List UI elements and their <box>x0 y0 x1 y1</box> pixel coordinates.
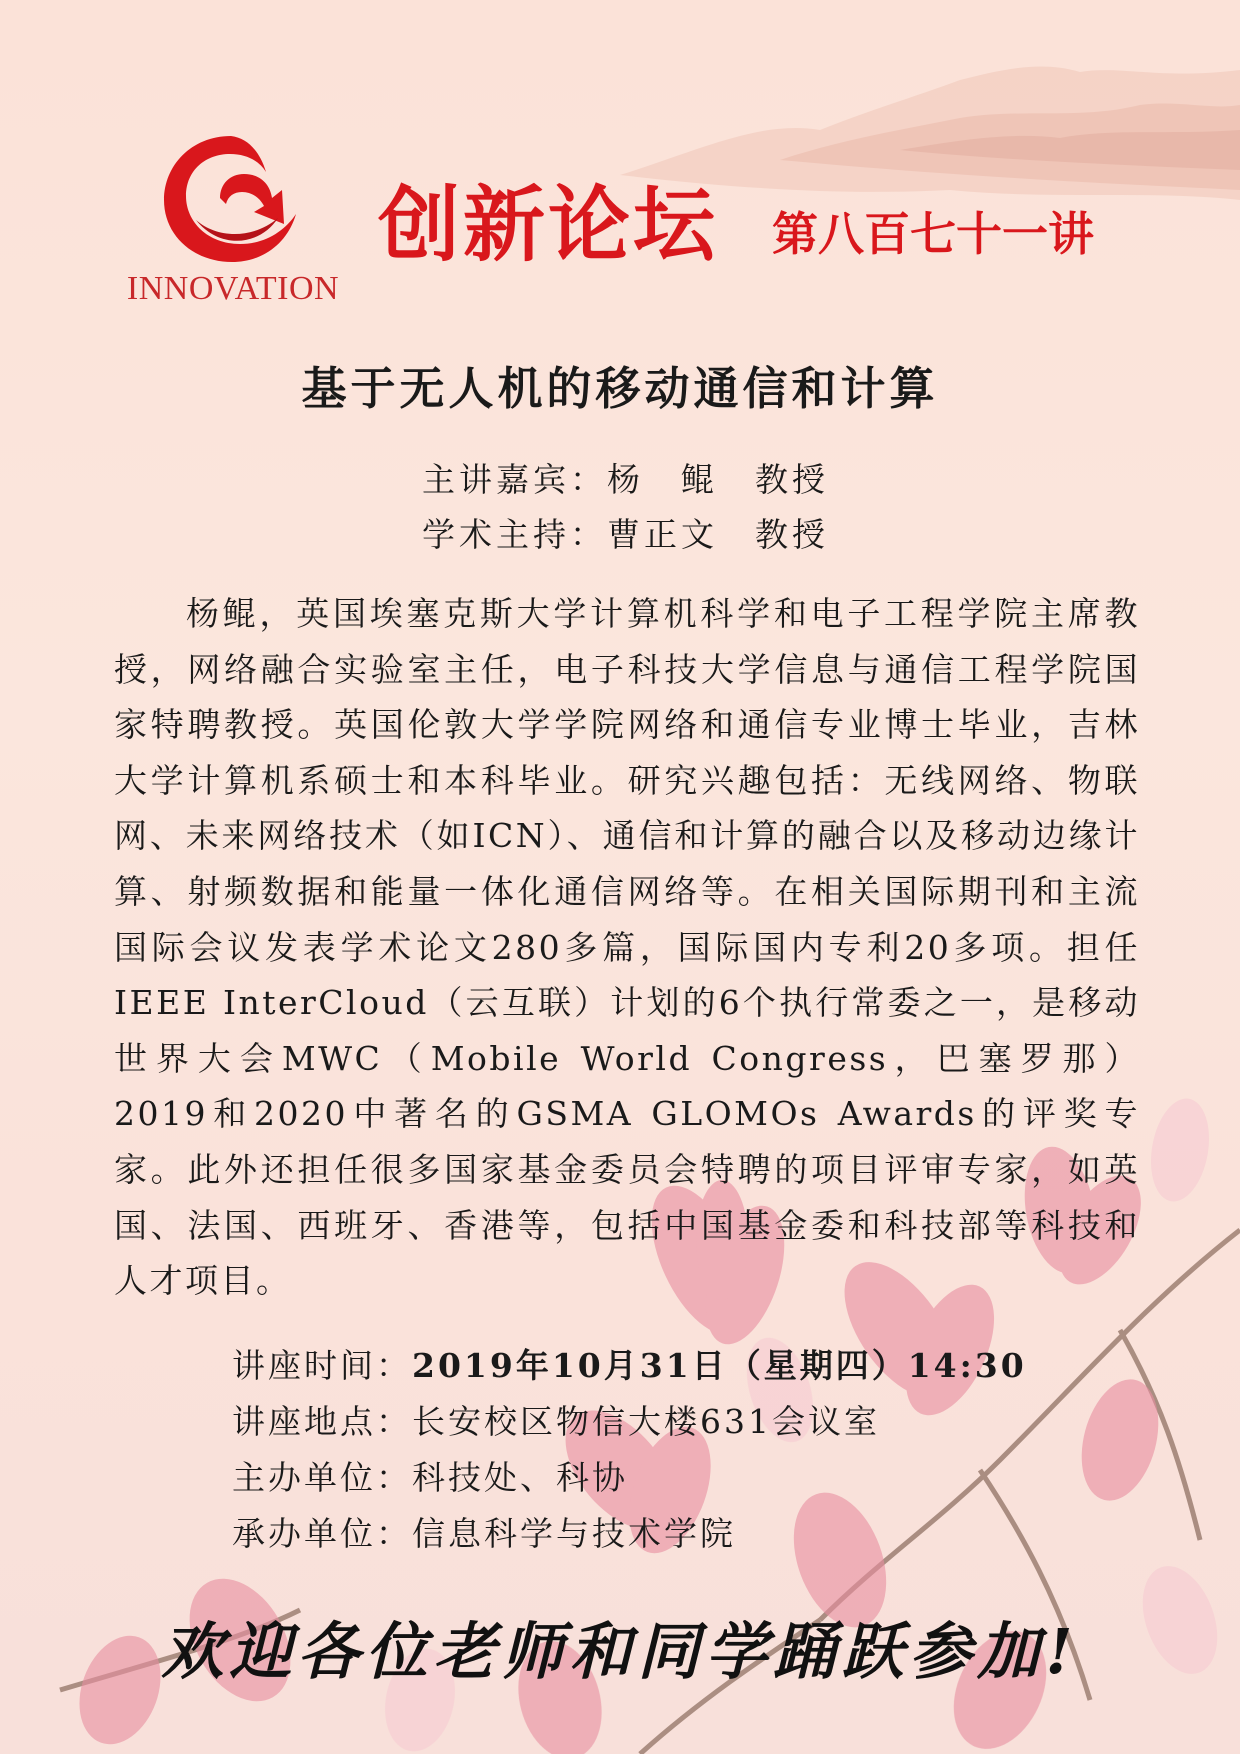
place-value: 长安校区物信大楼631会议室 <box>412 1402 880 1441</box>
time-value: 2019年10月31日（星期四）14:30 <box>412 1346 1027 1385</box>
speaker-row <box>422 454 829 501</box>
logo-text: INNOVATION <box>126 270 340 307</box>
swirl-logo-icon <box>156 128 306 268</box>
lecture-title: 基于无人机的移动通信和计算 <box>301 362 939 415</box>
host-org-value: 信息科学与技术学院 <box>412 1514 736 1553</box>
speaker-label: 主讲嘉宾： <box>422 460 607 499</box>
time-label: 讲座时间： <box>232 1346 412 1385</box>
organizer-label: 主办单位： <box>232 1458 412 1497</box>
speaker-bio: 杨鲲，英国埃塞克斯大学计算机科学和电子工程学院主席教授，网络融合实验室主任，电子科技大学信息与通信工程学院国家特聘教授。英国伦敦大学学院网络和通信专业博士毕业，吉林大学计算机系硕士和本科毕业。研究兴趣包括：无线网络、物联网、未来网络技术（如ICN）、通信和计算的融合以及移动边缘计算、射频数据和能量一体化通信网络等。在相关国际期刊和主流国际会议发表学术论文280多篇，国际国内专利20多项。担任IEEE InterCloud（云互联）计划的6个执行常委之一，是移动世界大会MWC（Mobile World Congress，巴塞罗那）2019和2020中著名的GSMA GLOMOs Awards的评奖专家。此外还担任很多国家基金委员会特聘的项目评审专家，如英国、法国、西班牙、香港等，包括中国基金委和科技部等科技和人才项目。 <box>114 594 1140 1301</box>
host-title: 教授 <box>755 515 829 554</box>
speaker-title: 教授 <box>755 460 829 499</box>
place-label: 讲座地点： <box>232 1402 412 1441</box>
host-org-label: 承办单位： <box>232 1514 412 1553</box>
lecture-time <box>232 1340 1027 1387</box>
host-label: 学术主持： <box>422 515 607 554</box>
organizer-value: 科技处、科协 <box>412 1458 628 1497</box>
organizer <box>232 1452 628 1499</box>
forum-title: 创新论坛 <box>378 178 719 273</box>
speaker-name: 杨 鲲 <box>607 460 718 499</box>
innovation-logo <box>118 128 348 308</box>
lecture-number: 第八百七十一讲 <box>772 207 1094 261</box>
host-name: 曹正文 <box>607 515 718 554</box>
lecture-place <box>232 1396 880 1443</box>
host-organization <box>232 1508 736 1555</box>
host-row <box>422 509 829 556</box>
welcome-message: 欢迎各位老师和同学踊跃参加! <box>161 1615 1079 1688</box>
